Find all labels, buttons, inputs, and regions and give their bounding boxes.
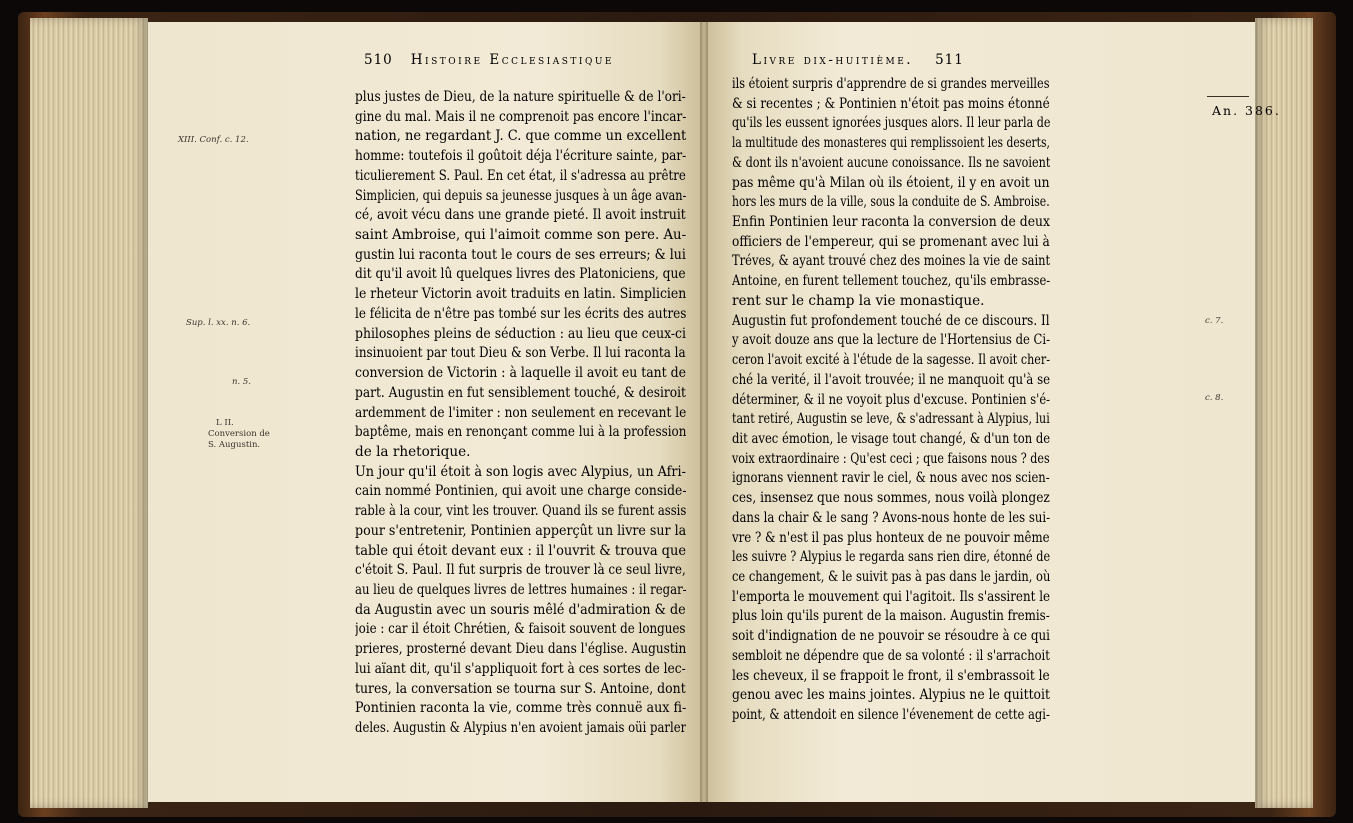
left-text-line: joie : car il étoit Chrétien, & faisoit souvent de longues (355, 621, 686, 638)
right-text-line: les cheveux, il se frappoit le front, il s'embrassoit le (732, 667, 1050, 684)
right-text-line: ce changement, & le suivit pas à pas dans le jardin, où (732, 568, 1051, 585)
left-text-line: de la rhetorique. (355, 443, 471, 460)
right-text-line: plus loin qu'ils purent de la maison. Augustin fremis- (732, 608, 1050, 625)
left-text-line: au lieu de quelques livres de lettres humaines : il regar- (355, 581, 687, 598)
left-margin-note-2: Sup. l. xx. n. 6. (186, 318, 251, 328)
page-edges-right (1255, 18, 1313, 808)
left-margin-note-6: S. Augustin. (208, 440, 261, 450)
right-text-line: ignorans viennent ravir le ciel, & nous avec nos scien- (732, 470, 1050, 487)
right-text-line: Augustin fut profondement touché de ce discours. Il (732, 312, 1050, 329)
right-text-line: ceron l'avoit excité à l'étude de la sagesse. Il avoit cher- (732, 352, 1051, 369)
right-text-line: déterminer, & il ne voyoit plus d'excuse. Pontinien s'é- (732, 391, 1050, 408)
right-page-number: 511 (935, 52, 964, 68)
left-text-line: c'étoit S. Paul. Il fut surpris de trouver là ce seul livre, (355, 562, 686, 579)
left-text-line: plus justes de Dieu, de la nature spirituelle & de l'ori- (355, 89, 686, 105)
right-text-line: Enfin Pontinien leur raconta la conversion de deux (732, 214, 1050, 231)
right-text-line: voix extraordinaire : Qu'est ceci ; que faisons nous ? des (732, 450, 1050, 467)
left-text-line: le rheteur Victorin avoit traduits en latin. Simplicien (355, 286, 686, 303)
left-text-line: prieres, prosterné devant Dieu dans l'église. Augustin (355, 641, 687, 658)
left-text-line: Simplicien, qui depuis sa jeunesse jusques à un âge avan- (355, 187, 687, 204)
left-page-header (364, 52, 614, 68)
right-text-line: dans la chair & le sang ? Avons-nous honte de les sui- (732, 509, 1050, 526)
left-text-line: insinuoient par tout Dieu & son Verbe. Il lui raconta la (355, 345, 686, 362)
right-body-text (732, 75, 1050, 726)
left-text-line: le félicita de n'être pas tombé sur les écrits des autres (355, 305, 687, 322)
left-text-line: baptême, mais en renonçant comme lui à la profession (355, 424, 687, 441)
left-running-title: Histoire Ecclesiastique (410, 52, 614, 68)
left-body-text (355, 88, 686, 739)
right-text-line: vre ? & n'est il pas plus honteux de ne pouvoir même (732, 529, 1050, 546)
left-margin-note-4: L II. (216, 418, 234, 428)
right-text-line: y avoit douze ans que la lecture de l'Hortensius de Ci- (732, 332, 1051, 349)
left-page-number: 510 (364, 52, 393, 68)
left-text-line: tures, la conversation se tourna sur S. Antoine, dont (355, 680, 686, 697)
left-text-line: deles. Augustin & Alypius n'en avoient jamais oüi parler (355, 720, 686, 736)
left-text-line: da Augustin avec un souris mêlé d'admiration & de (355, 601, 686, 618)
right-text-line: ché la verité, il l'avoit trouvée; il ne manquoit qu'à se (732, 371, 1050, 388)
left-text-line: ardemment de l'imiter : non seulement en recevant le (355, 404, 686, 421)
left-text-line: rable à la cour, vint les trouver. Quand ils se furent assis (355, 503, 687, 520)
left-text-line: part. Augustin en fut sensiblement touché, & desiroit (355, 384, 686, 401)
left-text-line: gine du mal. Mais il ne comprenoit pas encore l'incar- (355, 108, 687, 125)
right-text-line: pas même qu'à Milan où ils étoient, il y en avoit un (732, 174, 1050, 191)
left-text-line: pour s'entretenir, Pontinien apperçût un livre sur la (355, 522, 687, 539)
left-text-line: lui aïant dit, qu'il s'appliquoit fort à ces sortes de lec- (355, 660, 686, 677)
right-text-line: qu'ils les eussent ignorées jusques alors. Il leur parla de (732, 115, 1051, 132)
right-text-line: Antoine, en furent tellement touchez, qu'ils embrasse- (732, 273, 1050, 290)
right-text-line: tant retiré, Augustin se leve, & s'adressant à Alypius, lui (732, 411, 1050, 428)
right-text-line: la multitude des monasteres qui remplissoient les deserts, (732, 135, 1050, 152)
right-text-line: genou avec les mains jointes. Alypius ne le quittoit (732, 687, 1050, 704)
right-text-line: & dont ils n'avoient aucune conoissance. Ils ne savoient (732, 154, 1051, 171)
right-text-line: officiers de l'empereur, qui se promenant avec lui à (732, 233, 1050, 250)
right-text-line: ces, insensez que nous sommes, nous voilà plongez (732, 490, 1050, 507)
right-text-line: sembloit ne dépendre que de sa volonté : il s'arrachoit (732, 647, 1050, 664)
right-text-line: ils étoient surpris d'apprendre de si grandes merveilles (732, 76, 1050, 92)
left-text-line: table qui étoit devant eux : il l'ouvrit & trouva que (355, 542, 687, 559)
right-text-line: point, & attendoit en silence l'évenement de cette agi- (732, 707, 1050, 723)
left-margin-note-5: Conversion de (208, 429, 270, 439)
page-edges-left (30, 18, 148, 808)
right-margin-note-2: c. 8. (1205, 393, 1224, 403)
left-margin-note-3: n. 5. (232, 377, 251, 387)
right-text-line: hors les murs de la ville, sous la conduite de S. Ambroise. (732, 194, 1050, 211)
right-margin-note-1: c. 7. (1205, 316, 1224, 326)
left-text-line: cain nommé Pontinien, qui avoit une charge conside- (355, 483, 687, 500)
left-text-line: saint Ambroise, qui l'aimoit comme son pere. Au- (355, 227, 686, 244)
left-text-line: ticulierement S. Paul. En cet état, il s'adressa au prêtre (355, 167, 686, 184)
year-note: An. 386. (1212, 103, 1281, 118)
right-text-line: rent sur le champ la vie monastique. (732, 292, 985, 309)
left-text-line: cé, avoit vécu dans une grande pieté. Il avoit instruit (355, 207, 686, 224)
left-text-line: gustin lui raconta tout le cours de ses erreurs; & lui (355, 246, 686, 263)
right-page-header (752, 52, 964, 68)
right-text-line: dit avec émotion, le visage tout changé, & d'un ton de (732, 430, 1051, 447)
left-text-line: nation, ne regardant J. C. que comme un excellent (355, 128, 687, 145)
right-text-line: soit d'indignation de ne pouvoir se résoudre à ce qui (732, 628, 1050, 645)
left-text-line: dit qu'il avoit lû quelques livres des Platoniciens, que (355, 266, 686, 283)
right-text-line: & si recentes ; & Pontinien n'étoit pas moins étonné (732, 95, 1050, 112)
left-text-line: Pontinien raconta la vie, comme très connuë aux fi- (355, 700, 686, 717)
left-text-line: Un jour qu'il étoit à son logis avec Alypius, un Afri- (355, 463, 686, 480)
year-rule (1207, 96, 1249, 97)
right-running-title: Livre dix-huitième. (752, 52, 914, 68)
right-text-line: l'emporta le mouvement qui l'agitoit. Ils s'assirent le (732, 588, 1050, 605)
left-text-line: homme: toutefois il goûtoit déja l'écriture sainte, par- (355, 148, 687, 165)
left-text-line: conversion de Victorin : à laquelle il avoit eu tant de (355, 365, 687, 382)
left-margin-note-1: XIII. Conf. c. 12. (178, 135, 249, 145)
right-text-line: les suivre ? Alypius le regarda sans rien dire, étonné de (732, 549, 1050, 566)
right-text-line: Tréves, & ayant trouvé chez des moines la vie de saint (732, 253, 1051, 270)
book-gutter (700, 22, 708, 802)
left-text-line: philosophes pleins de séduction : au lieu que ceux-ci (355, 325, 686, 342)
